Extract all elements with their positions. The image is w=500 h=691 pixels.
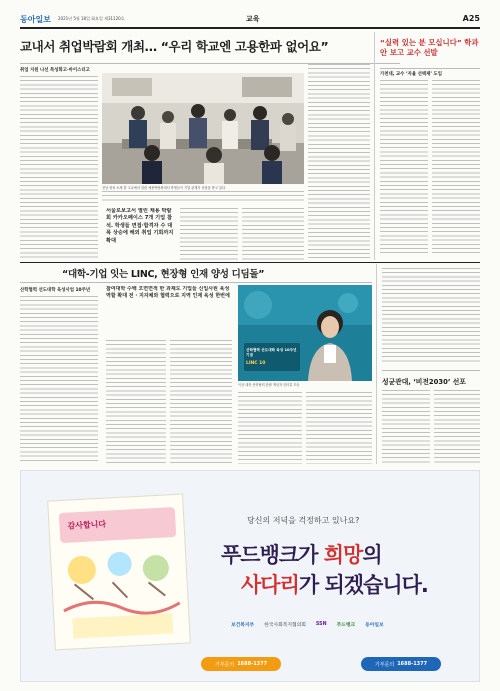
- sponsor-council: 한국사회복지협의회: [264, 622, 306, 628]
- sponsor-donga: 동아일보: [365, 622, 384, 628]
- ad-headline-line1: [221, 539, 382, 569]
- top-article-column-1: [20, 76, 98, 260]
- section-name: 교육: [246, 15, 260, 23]
- top-subhead: 취업 지원 나선 특성화고·마이스터고: [20, 68, 90, 73]
- phone-number-2: 1688-1377: [397, 661, 428, 667]
- right-article-column-2: [432, 80, 480, 256]
- ad-headline-highlight: 희망: [323, 543, 363, 567]
- lower-subhead: 산학협력 선도대학 육성사업 10주년: [20, 288, 91, 293]
- sponsor-ssn: SSN: [315, 621, 327, 627]
- paper-name: 동아일보: [20, 15, 51, 24]
- top-headline: 교내서 취업박람회 개최… “우리 학교엔 고용한파 없어요”: [20, 39, 329, 54]
- right-subhead: 가천대, 교수 ‘자율 선택제’ 도입: [380, 72, 443, 77]
- ad-tagline: 당신의 저녁을 걱정하고 있나요?: [247, 516, 360, 525]
- phone-number: 1688-1377: [237, 661, 268, 667]
- right-lower-column-2: [382, 390, 430, 464]
- ad-phone-badge-2[interactable]: [361, 657, 441, 671]
- top-article-column-4: [308, 64, 370, 260]
- lower-column-divider: [376, 264, 377, 464]
- right-headline-divider: [380, 68, 480, 69]
- masthead-rule: [20, 27, 480, 29]
- ad-headline-post: 의: [362, 543, 382, 567]
- top-article-photo: [102, 73, 304, 184]
- top-photo-caption-lines: [102, 191, 304, 201]
- right-headline: “실력 있는 분 모십니다” 학과 안 보고 교수 선발: [380, 38, 479, 57]
- phone-label: 기부문의: [214, 661, 235, 668]
- lower-article-column-2: [106, 340, 166, 464]
- ad-headline-pre: 푸드뱅크가: [221, 543, 324, 567]
- ad-banner: [20, 470, 480, 682]
- top-pull-quote: 서울로보고서 열린 채용 박람회 카카오페이스 7개 기업 참석. 학생들 면접·합격자 수 대폭 상승에 해외 취업 기회까지 확대: [106, 208, 174, 244]
- right-lower-column-3: [434, 390, 480, 464]
- page-number: A25: [462, 14, 480, 23]
- kids-drawing: [47, 494, 191, 651]
- ad-headline-line2: [241, 569, 428, 599]
- top-photo-caption: 전남 장성 소재 한 고교에서 열린 채용박람회에서 학생들이 기업 관계자 상담을 받고 있다.: [102, 186, 227, 190]
- lower-photo-caption: 이상 대학 산학협력 총괄 책임자 인터뷰 모습: [238, 383, 300, 387]
- lower-article-column-1: [20, 296, 98, 464]
- right-article-column-1: [380, 80, 428, 256]
- kids-drawing-text: 감사합니다: [67, 519, 107, 531]
- ad-headline2-highlight: 사다리: [241, 573, 299, 597]
- top-article-column-2: [180, 208, 238, 260]
- sponsor-foodbank: 푸드뱅크: [336, 622, 356, 628]
- lower-headline: “대학-기업 잇는 LINC, 현장형 인재 양성 디딤돌”: [62, 269, 265, 280]
- lower-badge-title: 산학협력 선도대학 육성 10주년 기념: [246, 348, 297, 357]
- ad-phone-badge-1[interactable]: [201, 657, 281, 671]
- lower-article-column-4: [238, 392, 302, 464]
- top-article-column-3: [242, 208, 304, 260]
- masthead: [20, 14, 480, 26]
- right-lower-subhead: 성균관대, ‘비전2030’ 선포: [382, 378, 466, 386]
- lower-article-column-5: [306, 392, 372, 464]
- lower-article-column-3: [170, 340, 232, 464]
- right-lower-divider: [382, 370, 480, 371]
- lower-deck: 참여대학 수백 오면면적 한 과제도 기업들 신입사원 육성 역할 확대 전 · 지자체와 협력으로 지역 인재 육성 한번에: [106, 286, 230, 299]
- ad-sponsor-row: [231, 617, 471, 631]
- ad-headline2-post: 가 되겠습니다.: [298, 573, 428, 597]
- sponsor-ministry: 보건복지부: [231, 622, 255, 628]
- lower-badge-sub: LINC 10: [246, 361, 266, 366]
- right-lower-column-1: [382, 268, 480, 364]
- lower-headline-divider: [20, 282, 372, 283]
- phone-label-2: 기부문의: [374, 661, 395, 668]
- column-divider: [374, 32, 375, 260]
- lower-article-photo: [238, 285, 372, 381]
- date-line: 2021년 5월 18일 화요일 제31120호: [58, 16, 125, 21]
- section-rule: [20, 262, 480, 263]
